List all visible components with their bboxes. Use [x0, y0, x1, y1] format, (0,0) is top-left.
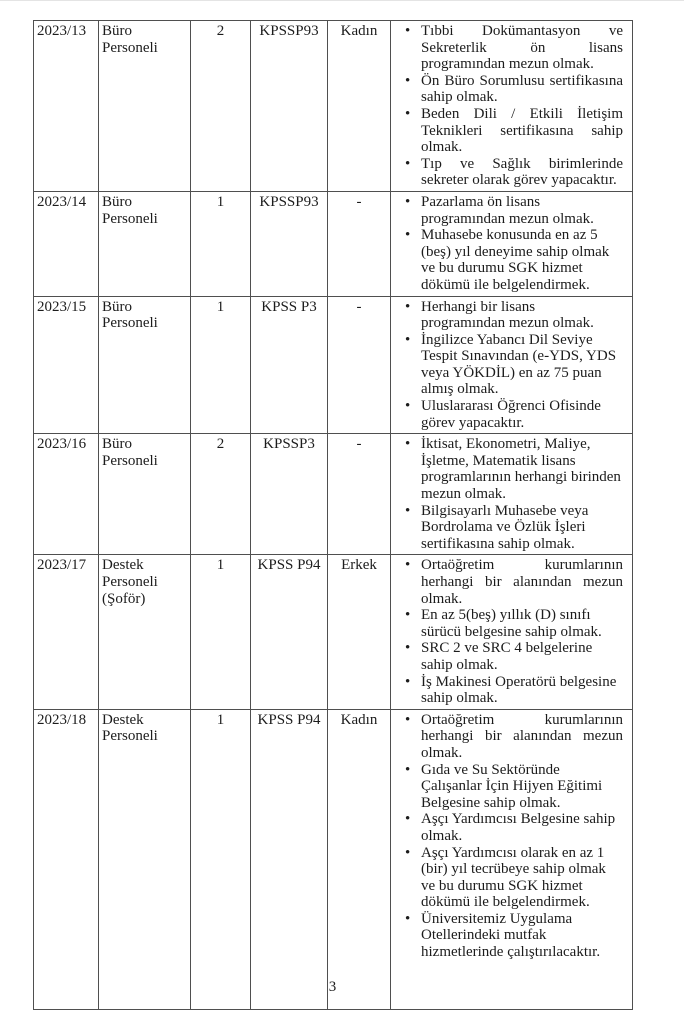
- requirements-list: [394, 194, 629, 294]
- requirement-item: • Pazarlama ön lisans programından mezun olmak.: [394, 194, 629, 227]
- table-row: [34, 21, 633, 192]
- cell-position-title: Büro Personeli: [99, 191, 191, 296]
- cell-announcement-no: 2023/14: [34, 191, 99, 296]
- requirements-list: [394, 299, 629, 432]
- requirement-item: • Bilgisayarlı Muhasebe veya Bordrolama ve Özlük İşleri sertifikasına sahip olmak.: [394, 503, 629, 553]
- cell-kpss-score-type: KPSSP93: [251, 21, 328, 192]
- cell-gender: Erkek: [328, 555, 391, 709]
- cell-position-title: Destek Personeli (Şoför): [99, 555, 191, 709]
- requirement-item: • İngilizce Yabancı Dil Seviye Tespit Sınavından (e-YDS, YDS veya YÖKDİL) en az 75 puan almış olmak.: [394, 332, 629, 398]
- cell-position-title: Büro Personeli: [99, 434, 191, 555]
- requirements-list: [394, 23, 629, 189]
- cell-quota: 2: [191, 21, 251, 192]
- cell-announcement-no: 2023/18: [34, 709, 99, 1009]
- requirements-list: [394, 557, 629, 706]
- requirement-item: • Herhangi bir lisans programından mezun olmak.: [394, 299, 629, 332]
- page-top-edge: [0, 0, 684, 1]
- cell-kpss-score-type: KPSS P3: [251, 296, 328, 434]
- cell-quota: 1: [191, 555, 251, 709]
- cell-gender: Kadın: [328, 21, 391, 192]
- page-number: 3: [328, 979, 337, 995]
- requirement-item: • Ortaöğretim kurumlarının herhangi bir alanından mezun olmak.: [394, 557, 629, 607]
- table-row: [34, 709, 633, 1009]
- requirement-item: • Muhasebe konusunda en az 5 (beş) yıl deneyime sahip olmak ve bu durumu SGK hizmet dökümü ile belgelendirmek.: [394, 227, 629, 293]
- requirement-item: • Ön Büro Sorumlusu sertifikasına sahip olmak.: [394, 73, 629, 106]
- requirement-item: • En az 5(beş) yıllık (D) sınıfı sürücü belgesine sahip olmak.: [394, 607, 629, 640]
- table-row: [34, 555, 633, 709]
- requirement-item: • Uluslararası Öğrenci Ofisinde görev yapacaktır.: [394, 398, 629, 431]
- requirement-item: • Tıbbi Dokümantasyon ve Sekreterlik ön lisans programından mezun olmak.: [394, 23, 629, 73]
- requirement-item: • Ortaöğretim kurumlarının herhangi bir alanından mezun olmak.: [394, 712, 629, 762]
- requirement-item: • İktisat, Ekonometri, Maliye, İşletme, Matematik lisans programlarının herhangi birinden mezun olmak.: [394, 436, 629, 502]
- cell-gender: -: [328, 296, 391, 434]
- requirement-item: • Beden Dili / Etkili İletişim Teknikleri sertifikasına sahip olmak.: [394, 106, 629, 156]
- cell-requirements: [391, 191, 633, 296]
- cell-announcement-no: 2023/15: [34, 296, 99, 434]
- cell-kpss-score-type: KPSS P94: [251, 709, 328, 1009]
- requirements-list: [394, 712, 629, 961]
- cell-quota: 1: [191, 191, 251, 296]
- cell-requirements: [391, 296, 633, 434]
- requirement-item: • Tıp ve Sağlık birimlerinde sekreter olarak görev yapacaktır.: [394, 156, 629, 189]
- cell-announcement-no: 2023/17: [34, 555, 99, 709]
- cell-quota: 1: [191, 296, 251, 434]
- cell-quota: 2: [191, 434, 251, 555]
- cell-position-title: Büro Personeli: [99, 21, 191, 192]
- requirement-item: • Aşçı Yardımcısı Belgesine sahip olmak.: [394, 811, 629, 844]
- table-row: [34, 191, 633, 296]
- table-row: [34, 296, 633, 434]
- cell-gender: -: [328, 434, 391, 555]
- requirement-item: • SRC 2 ve SRC 4 belgelerine sahip olmak.: [394, 640, 629, 673]
- cell-requirements: [391, 434, 633, 555]
- requirement-item: • Gıda ve Su Sektöründe Çalışanlar İçin Hijyen Eğitimi Belgesine sahip olmak.: [394, 762, 629, 812]
- cell-requirements: [391, 709, 633, 1009]
- cell-kpss-score-type: KPSSP3: [251, 434, 328, 555]
- cell-position-title: Destek Personeli: [99, 709, 191, 1009]
- cell-requirements: [391, 21, 633, 192]
- cell-kpss-score-type: KPSS P94: [251, 555, 328, 709]
- positions-table: [33, 20, 633, 1010]
- cell-kpss-score-type: KPSSP93: [251, 191, 328, 296]
- cell-gender: Kadın: [328, 709, 391, 1009]
- cell-announcement-no: 2023/16: [34, 434, 99, 555]
- requirements-list: [394, 436, 629, 552]
- cell-requirements: [391, 555, 633, 709]
- requirement-item: • İş Makinesi Operatörü belgesine sahip olmak.: [394, 674, 629, 707]
- cell-position-title: Büro Personeli: [99, 296, 191, 434]
- cell-announcement-no: 2023/13: [34, 21, 99, 192]
- table-row: [34, 434, 633, 555]
- cell-quota: 1: [191, 709, 251, 1009]
- requirement-item: • Aşçı Yardımcısı olarak en az 1 (bir) yıl tecrübeye sahip olmak ve bu durumu SGK hizmet dökümü ile belgelendirmek.: [394, 845, 629, 911]
- cell-gender: -: [328, 191, 391, 296]
- requirement-item: • Üniversitemiz Uygulama Otellerindeki mutfak hizmetlerinde çalıştırılacaktır.: [394, 911, 629, 961]
